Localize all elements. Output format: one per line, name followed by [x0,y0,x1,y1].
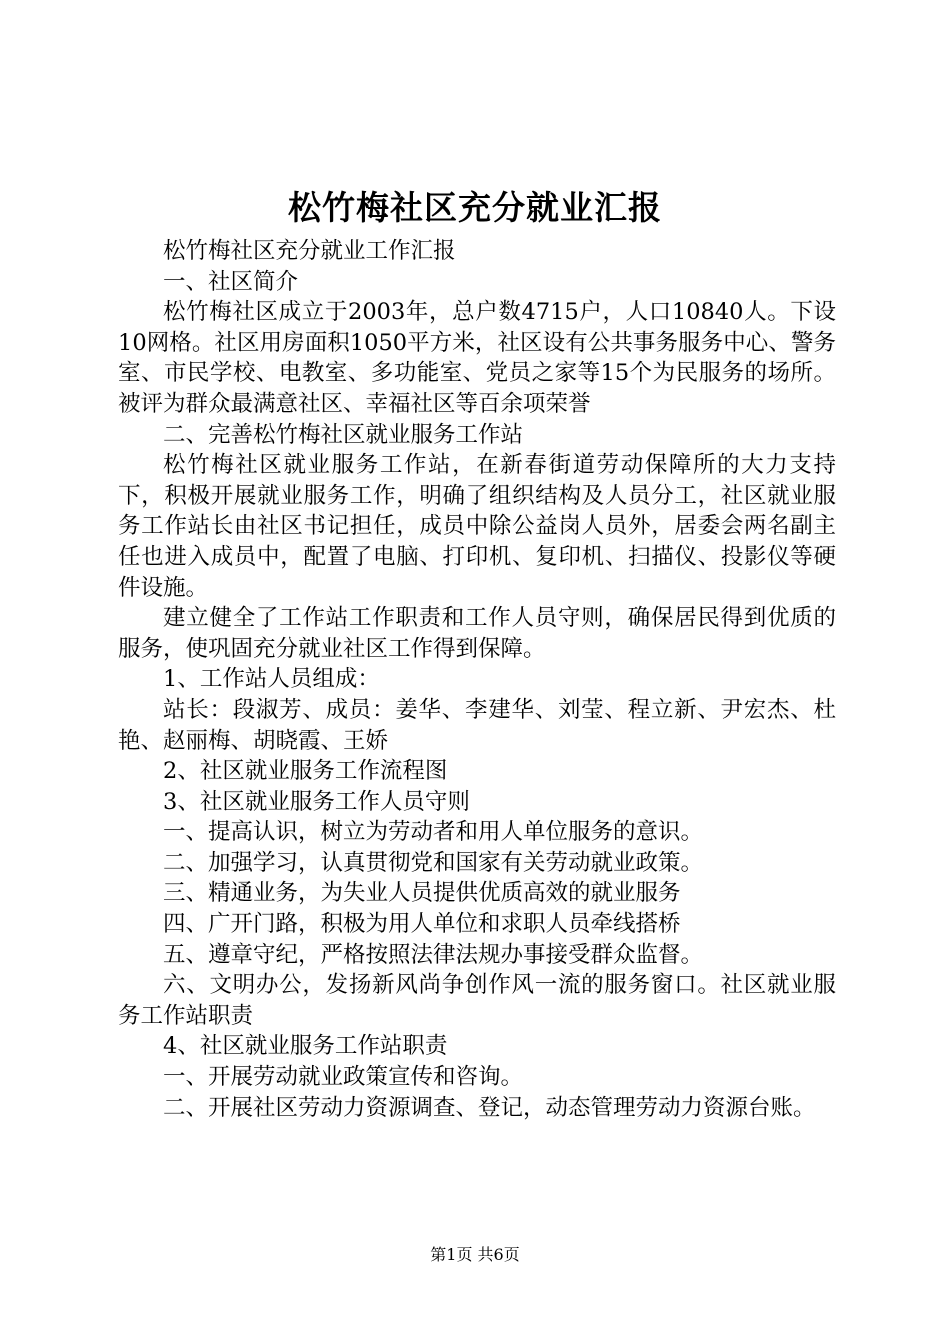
paragraph: 建立健全了工作站工作职责和工作人员守则，确保居民得到优质的服务，使巩固充分就业社区工作得到保障。 [118,605,836,662]
paragraph: 松竹梅社区成立于2003年，总户数4715户，人口10840人。下设10网格。社区用房面积1050平方米，社区设有公共事务服务中心、警务室、市民学校、电教室、多功能室、党员之家等15个为民服务的场所。被评为群众最满意社区、幸福社区等百余项荣誉 [118,299,836,417]
paragraph: 六、文明办公，发扬新风尚争创作风一流的服务窗口。社区就业服务工作站职责 [118,972,836,1029]
page-footer: 第1页 共6页 [430,1245,520,1264]
paragraph: 站长：段淑芳、成员：姜华、李建华、刘莹、程立新、尹宏杰、杜艳、赵丽梅、胡晓霞、王娇 [118,696,836,754]
paragraph: 一、开展劳动就业政策宣传和咨询。 [163,1064,524,1091]
paragraph: 二、开展社区劳动力资源调查、登记，动态管理劳动力资源台账。 [163,1094,816,1121]
document-title: 松竹梅社区充分就业汇报 [288,188,662,227]
paragraph: 一、提高认识，树立为劳动者和用人单位服务的意识。 [163,819,704,846]
paragraph: 二、完善松竹梅社区就业服务工作站 [163,421,524,448]
paragraph: 1、工作站人员组成： [163,666,380,693]
paragraph: 松竹梅社区就业服务工作站，在新春街道劳动保障所的大力支持下，积极开展就业服务工作，明确了组织结构及人员分工，社区就业服务工作站长由社区书记担任，成员中除公益岗人员外，居委会两名副主任也进入成员中，配置了电脑、打印机、复印机、扫描仪、投影仪等硬件设施。 [118,452,836,601]
paragraph: 一、社区简介 [163,268,299,295]
paragraph: 2、社区就业服务工作流程图 [163,758,448,785]
paragraph: 4、社区就业服务工作站职责 [163,1033,448,1060]
paragraph: 四、广开门路，积极为用人单位和求职人员牵线搭桥 [163,911,681,938]
paragraph: 二、加强学习，认真贯彻党和国家有关劳动就业政策。 [163,849,704,876]
paragraph: 五、遵章守纪，严格按照法律法规办事接受群众监督。 [163,941,704,968]
paragraph: 松竹梅社区充分就业工作汇报 [163,238,456,264]
paragraph: 3、社区就业服务工作人员守则 [163,788,470,815]
document-body [118,236,836,1123]
paragraph: 三、精通业务，为失业人员提供优质高效的就业服务 [163,880,681,907]
